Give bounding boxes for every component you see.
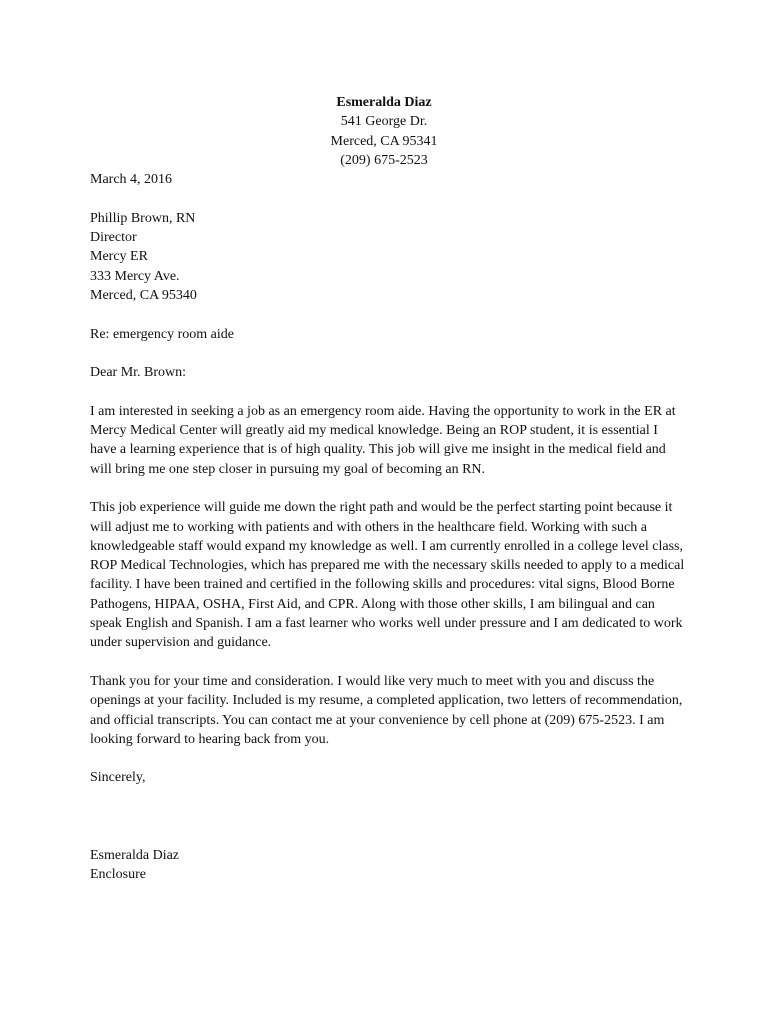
sender-street: 541 George Dr. bbox=[340, 114, 428, 130]
paragraph-line: under supervision and guidance. bbox=[90, 635, 272, 651]
paragraph-line: speak English and Spanish. I am a fast learner who works well under pressure and I am dedicated to work bbox=[90, 616, 683, 632]
sender-phone: (209) 675-2523 bbox=[340, 152, 428, 168]
paragraph-line: knowledgeable staff would expand my knowledge as well. I am currently enrolled in a college level class, bbox=[90, 538, 683, 554]
letter-date: March 4, 2016 bbox=[90, 172, 173, 188]
paragraph-line: have a learning experience that is of high quality. This job will give me insight in the medical field and bbox=[90, 442, 666, 458]
recipient-organization: Mercy ER bbox=[90, 249, 148, 265]
recipient-city-state-zip: Merced, CA 95340 bbox=[90, 287, 197, 303]
paragraph-1 bbox=[90, 402, 768, 479]
sender-name: Esmeralda Diaz bbox=[336, 95, 432, 110]
closing: Sincerely, bbox=[90, 770, 146, 786]
letter-page bbox=[0, 93, 768, 884]
paragraph-line: openings at your facility. Included is my resume, a completed application, two letters of recommendation, bbox=[90, 693, 683, 709]
recipient-block bbox=[90, 209, 768, 305]
signature-name: Esmeralda Diaz bbox=[90, 847, 180, 863]
paragraph-line: will bring me one step closer in pursuing my goal of becoming an RN. bbox=[90, 461, 486, 477]
sender-city-state-zip: Merced, CA 95341 bbox=[330, 133, 438, 149]
subject-line: Re: emergency room aide bbox=[90, 326, 234, 342]
paragraph-line: Pathogens, HIPAA, OSHA, First Aid, and CPR. Along with those other skills, I am bilingual and can bbox=[90, 596, 655, 612]
recipient-title: Director bbox=[90, 230, 137, 246]
paragraph-line: and official transcripts. You can contact me at your convenience by cell phone at (209) 675-2523. I am bbox=[90, 712, 665, 728]
paragraph-line: This job experience will guide me down the right path and would be the perfect starting point because it bbox=[90, 500, 673, 516]
paragraph-3 bbox=[90, 672, 768, 749]
recipient-name: Phillip Brown, RN bbox=[90, 210, 196, 226]
recipient-street: 333 Mercy Ave. bbox=[90, 268, 180, 284]
paragraph-line: Mercy Medical Center will greatly aid my medical knowledge. Being an ROP student, it is essential I bbox=[90, 423, 658, 439]
paragraph-line: facility. I have been trained and certified in the following skills and procedures: vital signs, Blood Borne bbox=[90, 577, 675, 593]
paragraph-2 bbox=[90, 498, 768, 652]
paragraph-line: looking forward to hearing back from you. bbox=[90, 731, 330, 747]
paragraph-line: ROP Medical Technologies, which has prepared me with the necessary skills needed to apply to a medical bbox=[90, 558, 685, 574]
paragraph-line: I am interested in seeking a job as an emergency room aide. Having the opportunity to work in the ER at bbox=[90, 403, 676, 419]
salutation: Dear Mr. Brown: bbox=[90, 365, 187, 381]
sender-header bbox=[0, 93, 768, 170]
letter-body bbox=[0, 170, 768, 884]
paragraph-line: Thank you for your time and consideration. I would like very much to meet with you and discuss the bbox=[90, 673, 655, 689]
paragraph-line: will adjust me to working with patients and with others in the healthcare field. Working with such a bbox=[90, 519, 647, 535]
enclosure-note: Enclosure bbox=[90, 866, 146, 882]
